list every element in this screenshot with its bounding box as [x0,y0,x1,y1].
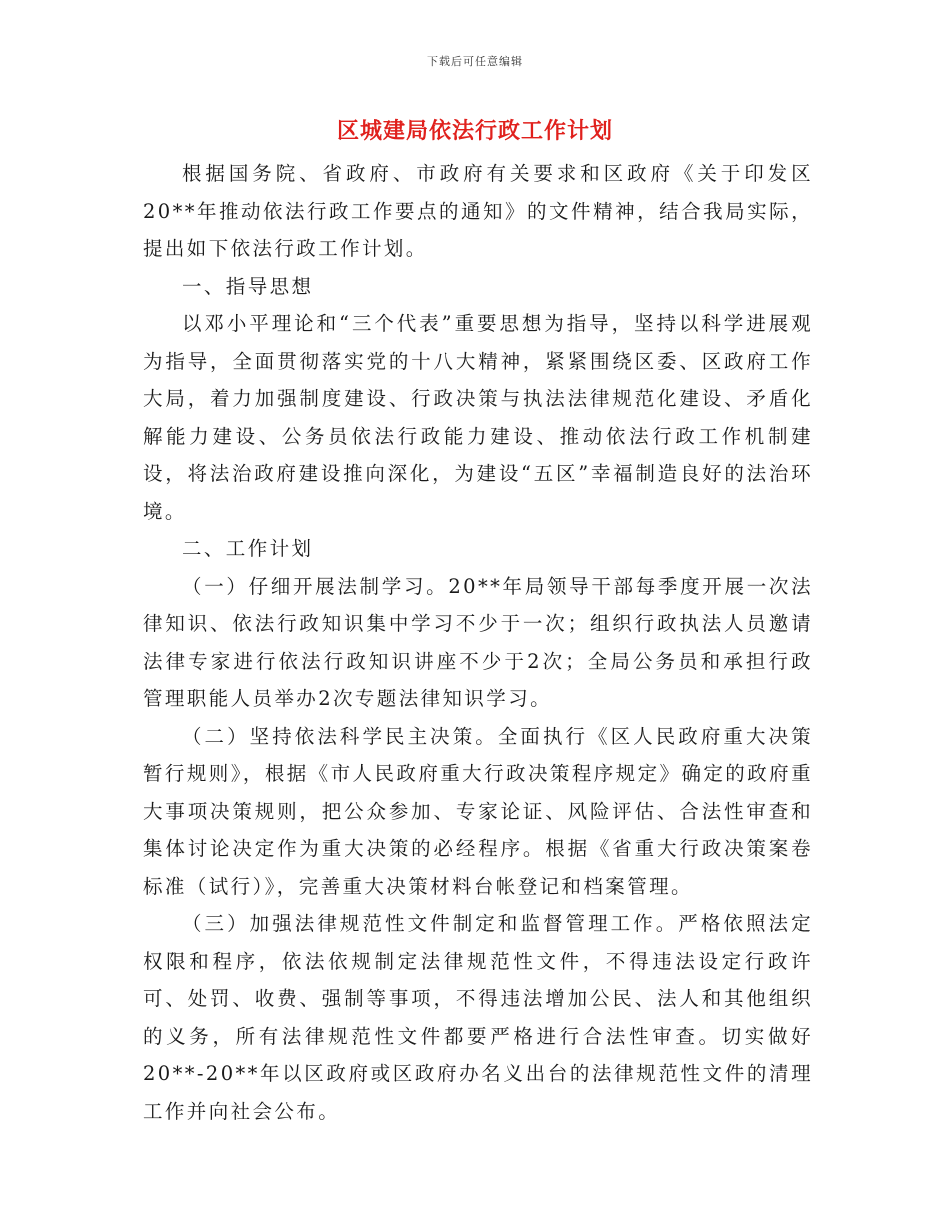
document-title: 区城建局依法行政工作计划 [336,119,613,144]
work-plan-item-3: （三）加强法律规范性文件制定和监督管理工作。严格依照法定权限和程序，依法依规制定法律规范性文件，不得违法设定行政许可、处罚、收费、强制等事项，不得违法增加公民、法人和其他组织的义务，所有法律规范性文件都要严格进行合法性审查。切实做好20**-20**年以区政府或区政府办名义出台的法律规范性文件的清理工作并向社会公布。 [143,912,813,1123]
header-note: 下载后可任意编辑 [427,55,523,68]
document-body [143,155,813,1130]
intro-paragraph: 根据国务院、省政府、市政府有关要求和区政府《关于印发区20**年推动依法行政工作要点的通知》的文件精神，结合我局实际，提出如下依法行政工作计划。 [143,162,813,260]
work-plan-item-2: （二）坚持依法科学民主决策。全面执行《区人民政府重大决策暂行规则》，根据《市人民政府重大行政决策程序规定》确定的政府重大事项决策规则，把公众参加、专家论证、风险评估、合法性审查和集体讨论决定作为重大决策的必经程序。根据《省重大行政决策案卷标准（试行）》，完善重大决策材料台帐登记和档案管理。 [143,724,813,898]
section-heading-guiding-ideology: 一、指导思想 [182,274,314,298]
section-heading-work-plan: 二、工作计划 [182,537,314,560]
guiding-ideology-paragraph: 以邓小平理论和“三个代表”重要思想为指导，坚持以科学进展观为指导，全面贯彻落实党的十八大精神，紧紧围绕区委、区政府工作大局，着力加强制度建设、行政决策与执法法律规范化建设、矛盾化解能力建设、公务员依法行政能力建设、推动依法行政工作机制建设，将法治政府建设推向深化，为建设“五区”幸福制造良好的法治环境。 [143,312,813,523]
work-plan-item-1: （一）仔细开展法制学习。20**年局领导干部每季度开展一次法律知识、依法行政知识集中学习不少于一次；组织行政执法人员邀请法律专家进行依法行政知识讲座不少于2次；全局公务员和承担行政管理职能人员举办2次专题法律知识学习。 [143,574,813,710]
